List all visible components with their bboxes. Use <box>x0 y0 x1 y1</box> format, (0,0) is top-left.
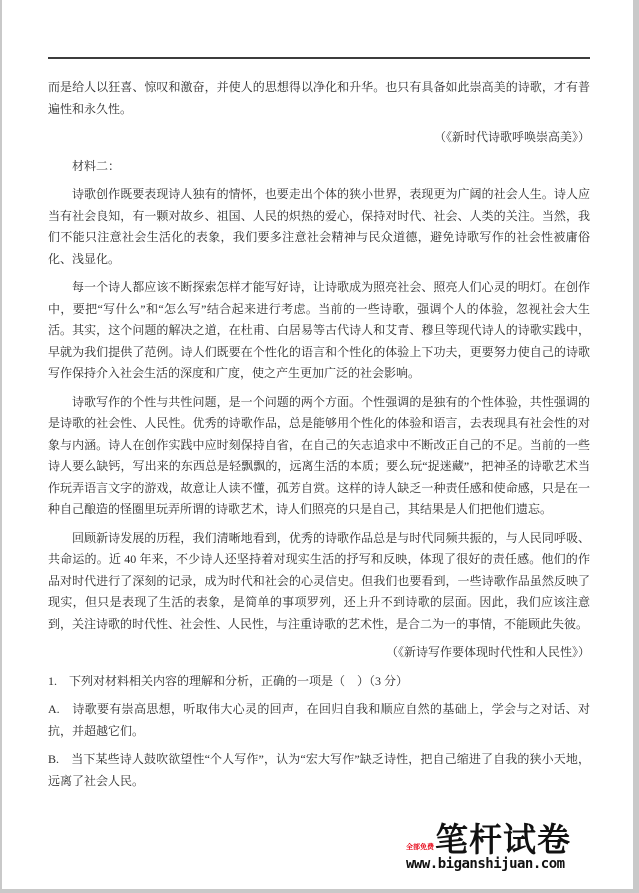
document-content <box>48 57 590 792</box>
biganshijuan-watermark <box>406 823 571 872</box>
header-rule <box>48 57 590 59</box>
material-2-paragraph-1: 诗歌创作既要表现诗人独有的情怀，也要走出个体的狭小世界，表现更为广阔的社会人生。诗人应当有社会良知，有一颗对故乡、祖国、人民的炽热的爱心，保持对时代、社会、人类的关注。当然，我们不能只注意社会生活化的表象，我们要多注意社会精神与民众道德，避免诗歌写作的社会性被庸俗化、浅显化。 <box>48 187 590 266</box>
watermark-brand-line <box>406 823 571 856</box>
watermark-brand: 笔杆试卷 <box>435 821 571 858</box>
watermark-tagline: 全部免费 <box>406 844 434 851</box>
material-2-paragraph-3: 诗歌写作的个性与共性问题，是一个问题的两个方面。个性强调的是独有的个性体验，共性强调的是诗歌的社会性、人民性。优秀的诗歌作品，总是能够用个性化的体验和语言，去表现具有社会性的对象与内涵。诗人在创作实践中应时刻保持自省，在自己的矢志追求中不断改正自己的不足。当前的一些诗人要么缺钙，写出来的东西总是轻飘飘的，远离生活的本质；要么玩“捉迷藏”，把神圣的诗歌艺术当作玩弄语言文字的游戏，故意让人读不懂，孤芳自赏。这样的诗人缺乏一种责任感和使命感，只是在一种自己酿造的怪圈里玩弄所谓的诗歌艺术，诗人们照亮的只是自己，其结果是人们把他们遗忘。 <box>48 394 590 516</box>
source-citation-1: （《新时代诗歌呼唤崇高美》） <box>433 130 590 144</box>
source-citation-2: （《新诗写作要体现时代性和人民性》） <box>385 645 590 659</box>
question-1-option-b: B. 当下某些诗人鼓吹欲望性“个人写作”，认为“宏大写作”缺乏诗性，把自己缩进了自我的狭小天地，远离了社会人民。 <box>48 752 590 788</box>
material-2-paragraph-2: 每一个诗人都应该不断探索怎样才能写好诗，让诗歌成为照亮社会、照亮人们心灵的明灯。在创作中，要把“写什么”和“怎么写”结合起来进行考虑。当前的一些诗歌，强调个人的体验，忽视社会大生活。其实，这个问题的解决之道，在杜甫、白居易等古代诗人和艾青、穆旦等现代诗人的诗歌实践中，早就为我们提供了范例。诗人们既要在个性化的语言和个性化的体验上下功夫，更要努力使自己的诗歌写作保持介入社会生活的深度和广度，使之产生更加广泛的社会影响。 <box>48 280 590 380</box>
document-page <box>2 0 633 889</box>
question-1-stem: 1. 下列对材料相关内容的理解和分析，正确的一项是（ ）（3 分） <box>48 673 409 688</box>
paragraph-intro-tail: 而是给人以狂喜、惊叹和激奋，并使人的思想得以净化和升华。也只有具备如此崇高美的诗歌，才有普遍性和永久性。 <box>48 80 590 116</box>
material-2-label: 材料二： <box>72 158 121 173</box>
material-2-paragraph-4: 回顾新诗发展的历程，我们清晰地看到，优秀的诗歌作品总是与时代同频共振的，与人民同呼吸、共命运的。近 40 年来，不少诗人还坚持着对现实生活的抒写和反映，体现了很好的责任感。他们的作品对时代进行了深刻的记录，成为时代和社会的心灵信史。但我们也要看到，一些诗歌作品虽然反映了现实，但只是表现了生活的表象，是简单的事项罗列，还上升不到诗歌的层面。因此，我们应该注意到，关注诗歌的时代性、社会性、人民性，与注重诗歌的艺术性，是合二为一的事情，不能顾此失彼。 <box>48 530 590 631</box>
question-1-option-a: A. 诗歌要有崇高思想，听取伟大心灵的回声，在回归自我和顺应自然的基础上，学会与之对话、对抗，并超越它们。 <box>48 702 590 738</box>
watermark-url: www.biganshijuan.com <box>406 856 565 872</box>
